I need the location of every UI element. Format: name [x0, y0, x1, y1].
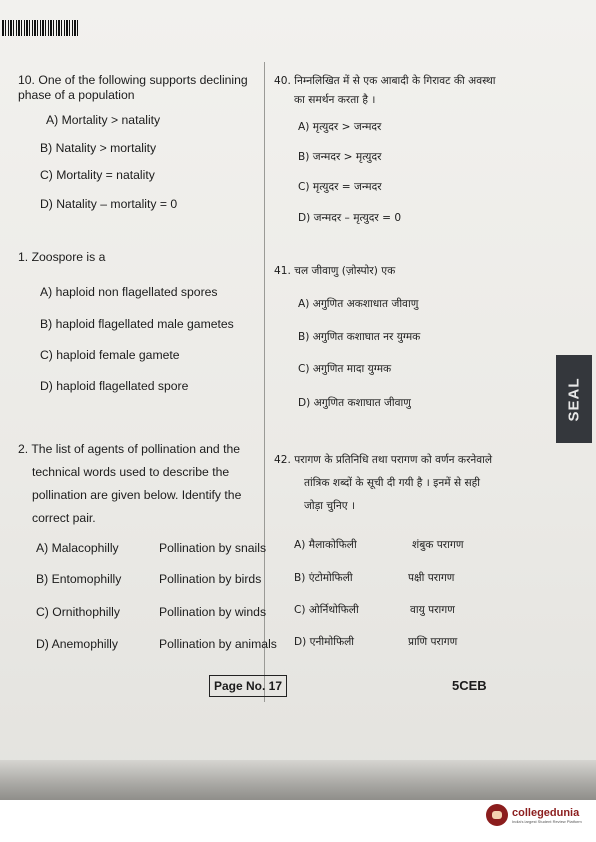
question-42-hi — [274, 449, 524, 518]
option-d: D) जन्मदर – मृत्युदर = 0 — [298, 212, 402, 224]
page-number: Page No. 17 — [209, 675, 287, 697]
option-b — [294, 571, 454, 586]
option-a: A) अगुणित अकशाधात जीवाणु — [298, 298, 419, 310]
question-number: 40. — [274, 75, 291, 87]
option-term: B) Entomophilly — [36, 572, 122, 586]
seal-tab — [556, 355, 592, 443]
option-c: C) अगुणित मादा युग्मक — [298, 363, 392, 375]
brand-text — [512, 807, 582, 824]
option-c: C) haploid female gamete — [40, 348, 180, 362]
question-number: 2. — [18, 442, 29, 456]
option-term: D) एनीमोफिली — [294, 636, 355, 648]
brand-name: collegedunia — [512, 806, 580, 819]
question-text: pollination are given below. Identify the — [32, 488, 242, 502]
question-text: The list of agents of pollination and the — [31, 442, 241, 456]
option-a — [294, 538, 463, 553]
question-text: निम्नलिखित में से एक आबादी के गिरावट की अवस्था — [294, 75, 496, 87]
option-a: A) मृत्युदर > जन्मदर — [298, 121, 382, 133]
option-term: A) मैलाकोफिली — [294, 539, 357, 551]
question-42-en — [18, 438, 258, 530]
question-number: 41. — [274, 265, 291, 277]
option-desc: पक्षी परागण — [408, 572, 455, 584]
option-d: D) अगुणित कशाघात जीवाणु — [298, 397, 411, 409]
option-term: B) एंटोमोफिली — [294, 572, 353, 584]
option-desc: प्राणि परागण — [408, 636, 458, 648]
question-text: चल जीवाणु (ज़ोस्पोर) एक — [294, 265, 396, 277]
question-number: 1. — [18, 250, 29, 264]
brand-logo — [486, 804, 582, 826]
option-d — [36, 637, 277, 652]
question-40-hi — [274, 72, 514, 110]
seal-label: SEAL — [565, 376, 583, 422]
question-41-en — [18, 250, 105, 265]
question-text: का समर्थन करता है । — [294, 94, 376, 106]
question-40-en — [18, 73, 258, 103]
question-text: correct pair. — [32, 511, 96, 525]
question-text: Zoospore is a — [31, 250, 106, 264]
brand-tagline: India's largest Student Review Platform — [512, 818, 582, 824]
question-text: technical words used to describe the — [32, 465, 230, 479]
option-term: A) Malacophilly — [36, 541, 119, 555]
option-a: A) Mortality > natality — [46, 113, 161, 127]
option-desc: Pollination by birds — [159, 572, 262, 586]
graduate-avatar-icon — [486, 804, 508, 826]
option-desc: Pollination by winds — [159, 605, 267, 619]
question-text: परागण के प्रतिनिधि तथा परागण को वर्णन करनेवाले — [294, 454, 493, 466]
option-b: B) Natality > mortality — [40, 141, 157, 155]
option-desc: Pollination by snails — [159, 541, 267, 555]
option-c: C) मृत्युदर = जन्मदर — [298, 181, 382, 193]
option-term: D) Anemophilly — [36, 637, 118, 651]
option-c: C) Mortality = natality — [40, 168, 155, 182]
option-b — [36, 572, 261, 587]
option-b: B) अगुणित कशाघात नर युग्मक — [298, 331, 421, 343]
option-term: C) ओर्निथोफिली — [294, 604, 359, 616]
option-c — [36, 605, 266, 620]
question-text: One of the following supports declining — [38, 73, 248, 87]
option-d — [294, 635, 457, 650]
question-text: phase of a population — [18, 88, 135, 102]
option-a — [36, 541, 266, 556]
question-text: तांत्रिक शब्दों के सूची दी गयी है । इनमें से सही — [304, 477, 481, 489]
option-b: B) जन्मदर > मृत्युदर — [298, 151, 382, 163]
question-text: जोड़ा चुनिए । — [304, 500, 355, 512]
option-desc: शंबुक परागण — [412, 539, 464, 551]
question-41-hi — [274, 264, 395, 279]
option-a: A) haploid non flagellated spores — [40, 285, 218, 299]
option-b: B) haploid flagellated male gametes — [40, 317, 234, 331]
scan-shadow — [0, 760, 596, 800]
option-desc: वायु परागण — [410, 604, 455, 616]
option-d: D) Natality – mortality = 0 — [40, 197, 178, 211]
barcode-icon — [2, 20, 80, 36]
option-term: C) Ornithophilly — [36, 605, 120, 619]
booklet-code: 5CEB — [452, 678, 487, 693]
option-c — [294, 603, 455, 618]
option-d: D) haploid flagellated spore — [40, 379, 189, 393]
question-number: 42. — [274, 454, 291, 466]
question-number: 10. — [18, 73, 35, 87]
option-desc: Pollination by animals — [159, 637, 277, 651]
